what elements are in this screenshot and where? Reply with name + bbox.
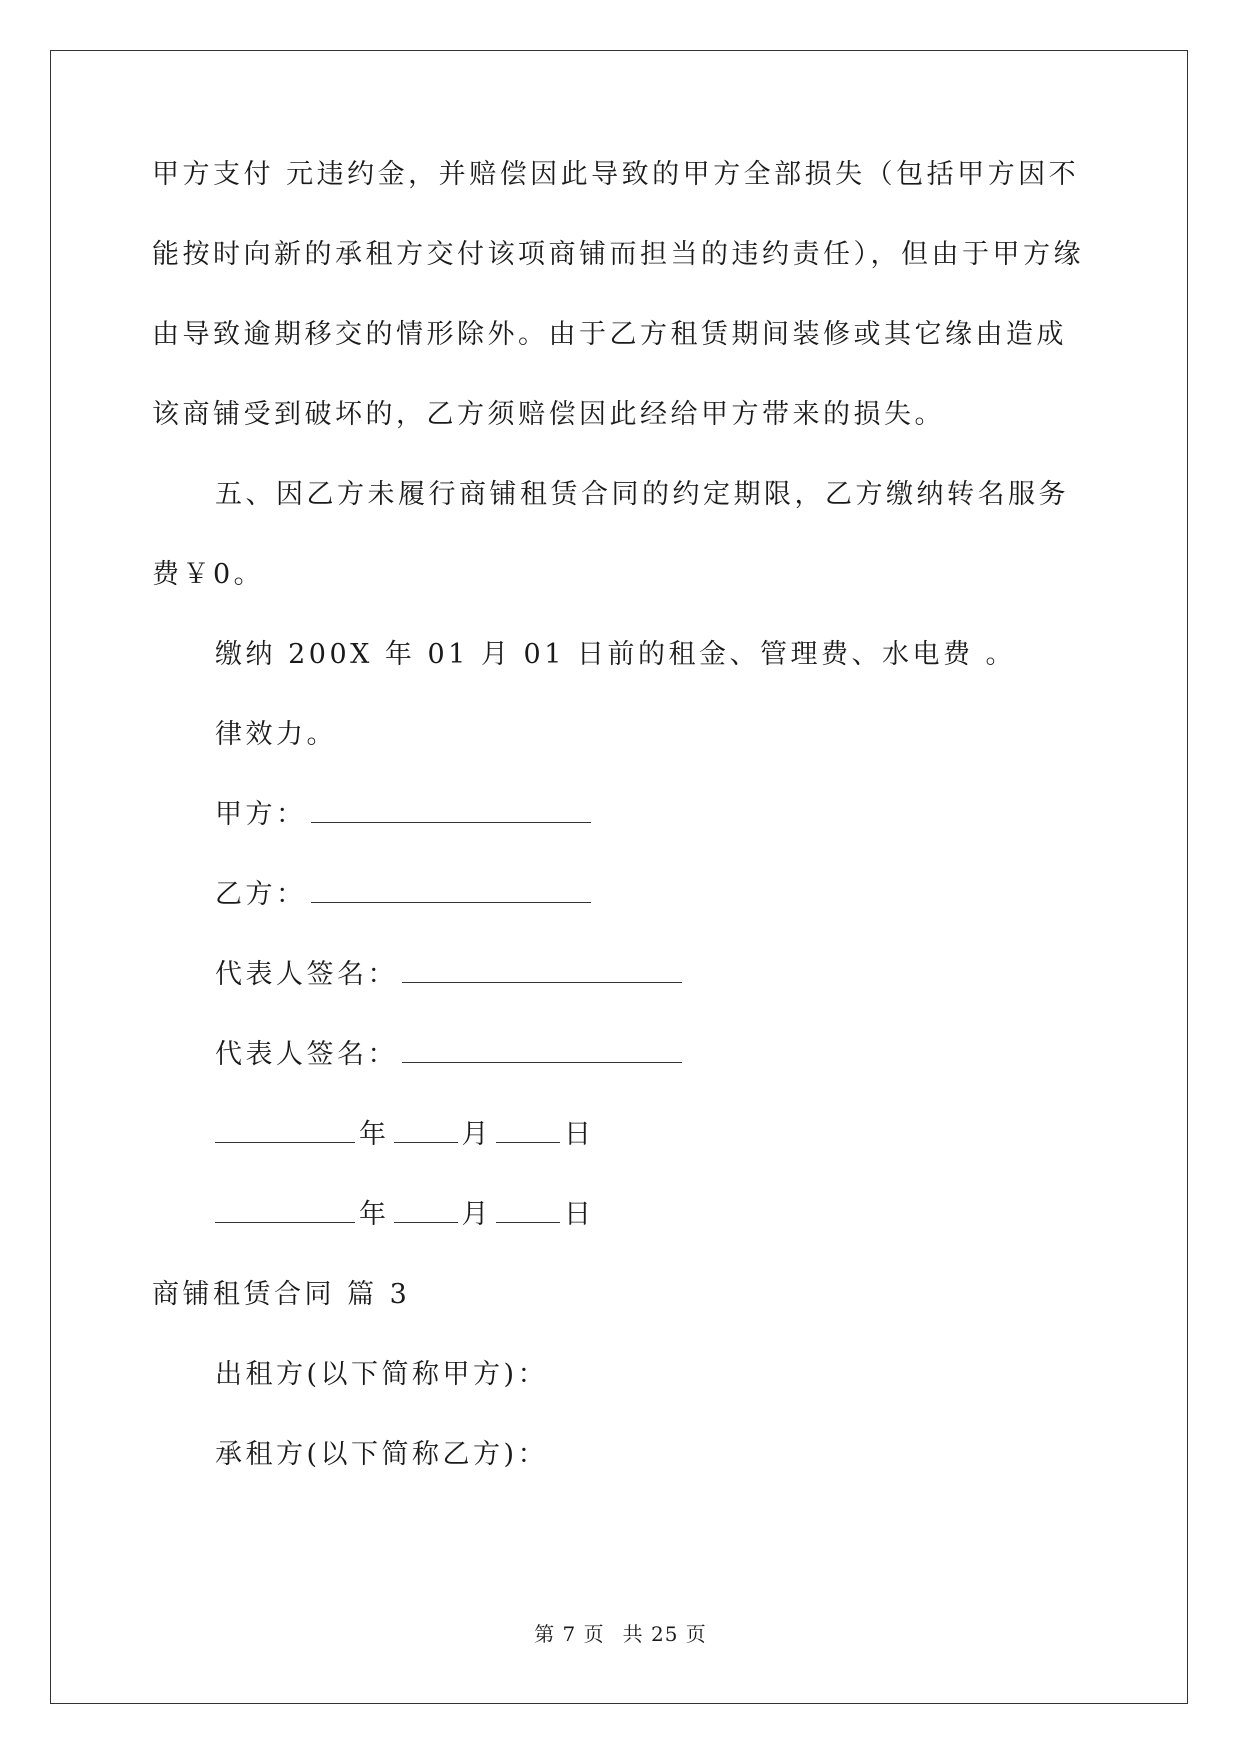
day-label: 日 xyxy=(564,1119,595,1150)
section-title: 商铺租赁合同 篇 3 xyxy=(152,1279,411,1310)
day-label: 日 xyxy=(564,1199,595,1230)
date-line xyxy=(152,1120,1092,1200)
party-b-signature-line xyxy=(152,880,1092,960)
date-line xyxy=(152,1200,1092,1280)
year-label: 年 xyxy=(359,1119,390,1150)
paragraph-line: 该商铺受到破坏的，乙方须赔偿因此经给甲方带来的损失。 xyxy=(152,399,945,430)
year-blank[interactable] xyxy=(215,1120,355,1143)
day-blank[interactable] xyxy=(496,1120,560,1143)
representative-blank[interactable] xyxy=(402,960,682,983)
month-blank[interactable] xyxy=(394,1120,458,1143)
party-a-blank[interactable] xyxy=(311,800,591,823)
paragraph-line: 律效力。 xyxy=(215,719,337,750)
page-footer xyxy=(0,1618,1241,1647)
lessor-line: 出租方(以下简称甲方)： xyxy=(215,1359,549,1390)
party-a-signature-line xyxy=(152,800,1092,880)
paragraph-line: 由导致逾期移交的情形除外。由于乙方租赁期间装修或其它缘由造成 xyxy=(152,319,1067,350)
paragraph-line: 缴纳 200X 年 01 月 01 日前的租金、管理费、水电费 。 xyxy=(215,639,1017,670)
year-label: 年 xyxy=(359,1199,390,1230)
paragraph-line: 能按时向新的承租方交付该项商铺而担当的违约责任），但由于甲方缘 xyxy=(152,239,1084,270)
page-number: 第 7 页 xyxy=(534,1622,605,1646)
page-total: 共 25 页 xyxy=(622,1622,707,1646)
representative-signature-line xyxy=(152,1040,1092,1120)
year-blank[interactable] xyxy=(215,1200,355,1223)
paragraph-line: 甲方支付 元违约金，并赔偿因此导致的甲方全部损失（包括甲方因不 xyxy=(152,159,1080,190)
representative-label: 代表人签名： xyxy=(215,1039,398,1070)
month-label: 月 xyxy=(461,1119,492,1150)
day-blank[interactable] xyxy=(496,1200,560,1223)
document-body xyxy=(152,160,1092,1520)
lessee-line: 承租方(以下简称乙方)： xyxy=(215,1439,549,1470)
party-b-label: 乙方： xyxy=(215,879,307,910)
month-blank[interactable] xyxy=(394,1200,458,1223)
paragraph-line: 费￥0。 xyxy=(152,559,265,590)
month-label: 月 xyxy=(461,1199,492,1230)
representative-signature-line xyxy=(152,960,1092,1040)
representative-blank[interactable] xyxy=(402,1040,682,1063)
party-a-label: 甲方： xyxy=(215,799,307,830)
party-b-blank[interactable] xyxy=(311,880,591,903)
representative-label: 代表人签名： xyxy=(215,959,398,990)
paragraph-line: 五、因乙方未履行商铺租赁合同的约定期限，乙方缴纳转名服务 xyxy=(215,479,1069,510)
